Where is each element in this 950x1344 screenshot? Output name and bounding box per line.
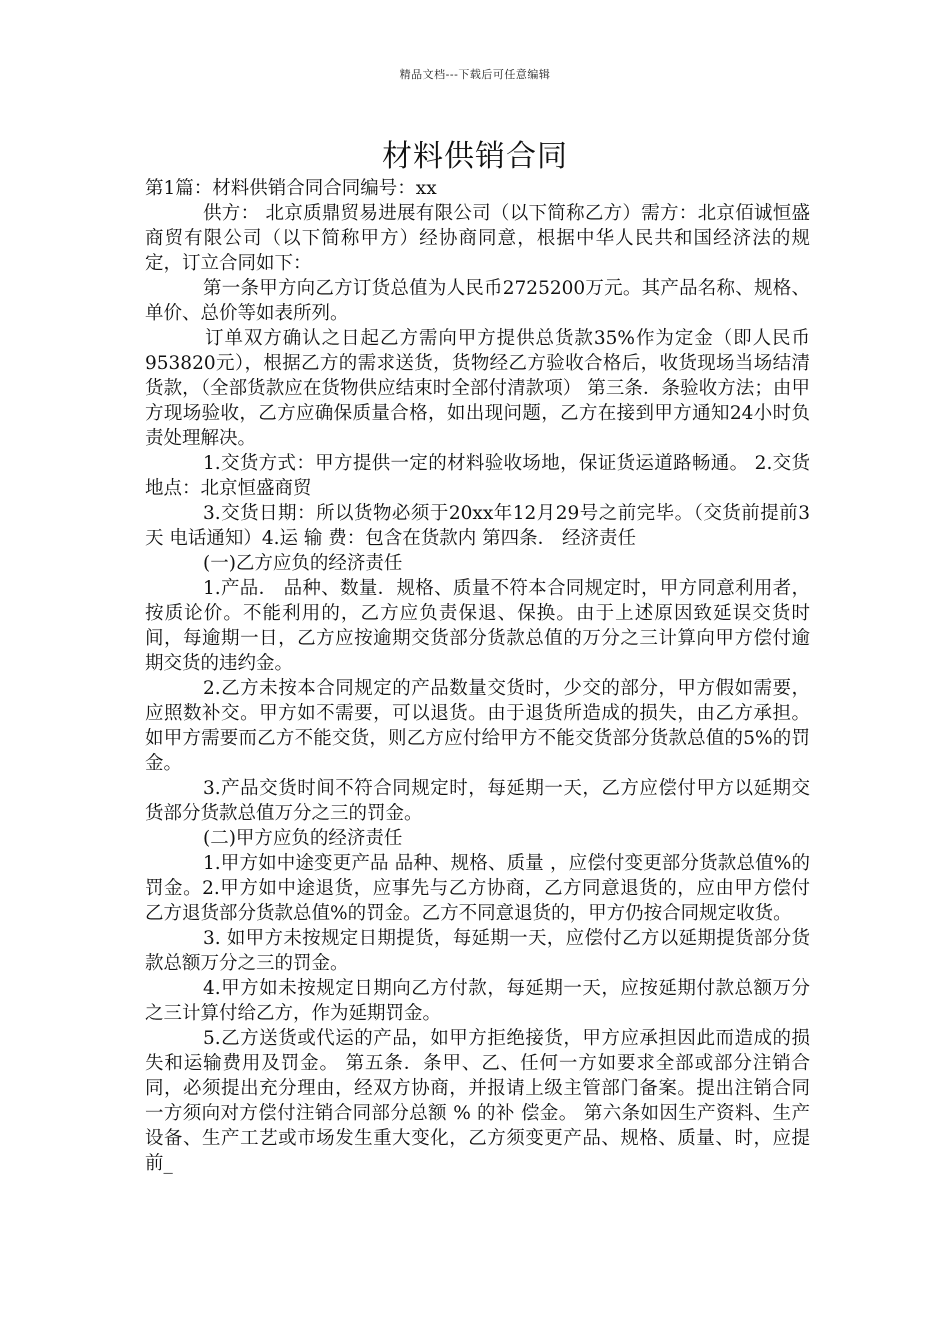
section-heading-buyer-liability: (二)甲方应负的经济责任 (203, 828, 403, 849)
paragraph-buyer-liability-1-2: 1.甲方如中途变更产品 品种、规格、质量 ，应偿付变更部分货款总值%的罚金。2.甲方如中途退货，应事先与乙方协商，乙方同意退货的，应由甲方偿付乙方退货部分货款总值%的罚金。乙方不同意退货的，甲方仍按合同规定收货。 (145, 853, 810, 924)
contract-number-line: 第1篇：材料供销合同合同编号：xx (145, 178, 437, 199)
paragraph-supplier-liability-2: 2.乙方未按本合同规定的产品数量交货时，少交的部分，甲方假如需要，应照数补交。甲方如不需要，可以退货。由于退货所造成的损失，由乙方承担。如甲方需要而乙方不能交货，则乙方应付给甲方不能交货部分货款总值的5%的罚金。 (145, 678, 810, 774)
section-heading-supplier-liability: (一)乙方应负的经济责任 (203, 553, 403, 574)
paragraph-deposit: 订单双方确认之日起乙方需向甲方提供总货款35%作为定金（即人民币953820元），根据乙方的需求送货，货物经乙方验收合格后，收货现场当场结清货款，（全部货款应在货物供应结束时全部付清款项） 第三条．条验收方法；由甲方现场验收，乙方应确保质量合格，如出现问题，乙方在接到甲方通知24小时负责处理解决。 (145, 328, 810, 449)
paragraph-supplier-liability-3: 3.产品交货时间不符合同规定时，每延期一天，乙方应偿付甲方以延期交货部分货款总值万分之三的罚金。 (145, 778, 810, 824)
paragraph-buyer-liability-5: 5.乙方送货或代运的产品，如甲方拒绝接货，甲方应承担因此而造成的损失和运输费用及罚金。 第五条．条甲、乙、任何一方如要求全部或部分注销合同，必须提出充分理由，经双方协商，并报请上级主管部门备案。提出注销合同一方须向对方偿付注销合同部分总额 % 的补 偿金。 第六条如因生产资料、生产设备、生产工艺或市场发生重大变化，乙方须变更产品、规格、质量、时，应提前_ (145, 1028, 810, 1174)
paragraph-parties: 供方： 北京质鼎贸易进展有限公司（以下简称乙方）需方：北京佰诚恒盛商贸有限公司（以下简称甲方）经协商同意，根据中华人民共和国经济法的规定，订立合同如下： (145, 203, 810, 274)
page-header: 精品文档---下载后可任意编辑 (399, 68, 551, 81)
paragraph-article-1: 第一条甲方向乙方订货总值为人民币2725200万元。其产品名称、规格、单价、总价等如表所列。 (145, 278, 810, 324)
paragraph-delivery-date: 3.交货日期：所以货物必须于20xx年12月29号之前完毕。（交货前提前3天 电话通知）4.运 输 费：包含在货款内 第四条． 经济责任 (145, 503, 810, 549)
paragraph-buyer-liability-3: 3. 如甲方未按规定日期提货，每延期一天，应偿付乙方以延期提货部分货款总额万分之三的罚金。 (145, 928, 810, 974)
document-title: 材料供销合同 (382, 139, 568, 174)
paragraph-supplier-liability-1: 1.产品． 品种、数量．规格、质量不符本合同规定时，甲方同意利用者，按质论价。不能利用的，乙方应负责保退、保换。由于上述原因致延误交货时间，每逾期一日，乙方应按逾期交货部分货款总值的万分之三计算向甲方偿付逾期交货的违约金。 (145, 578, 810, 674)
document-body (145, 176, 810, 1176)
paragraph-buyer-liability-4: 4.甲方如未按规定日期向乙方付款，每延期一天，应按延期付款总额万分之三计算付给乙方，作为延期罚金。 (145, 978, 810, 1024)
paragraph-delivery-method: 1.交货方式：甲方提供一定的材料验收场地，保证货运道路畅通。 2.交货地点：北京恒盛商贸 (145, 453, 810, 499)
